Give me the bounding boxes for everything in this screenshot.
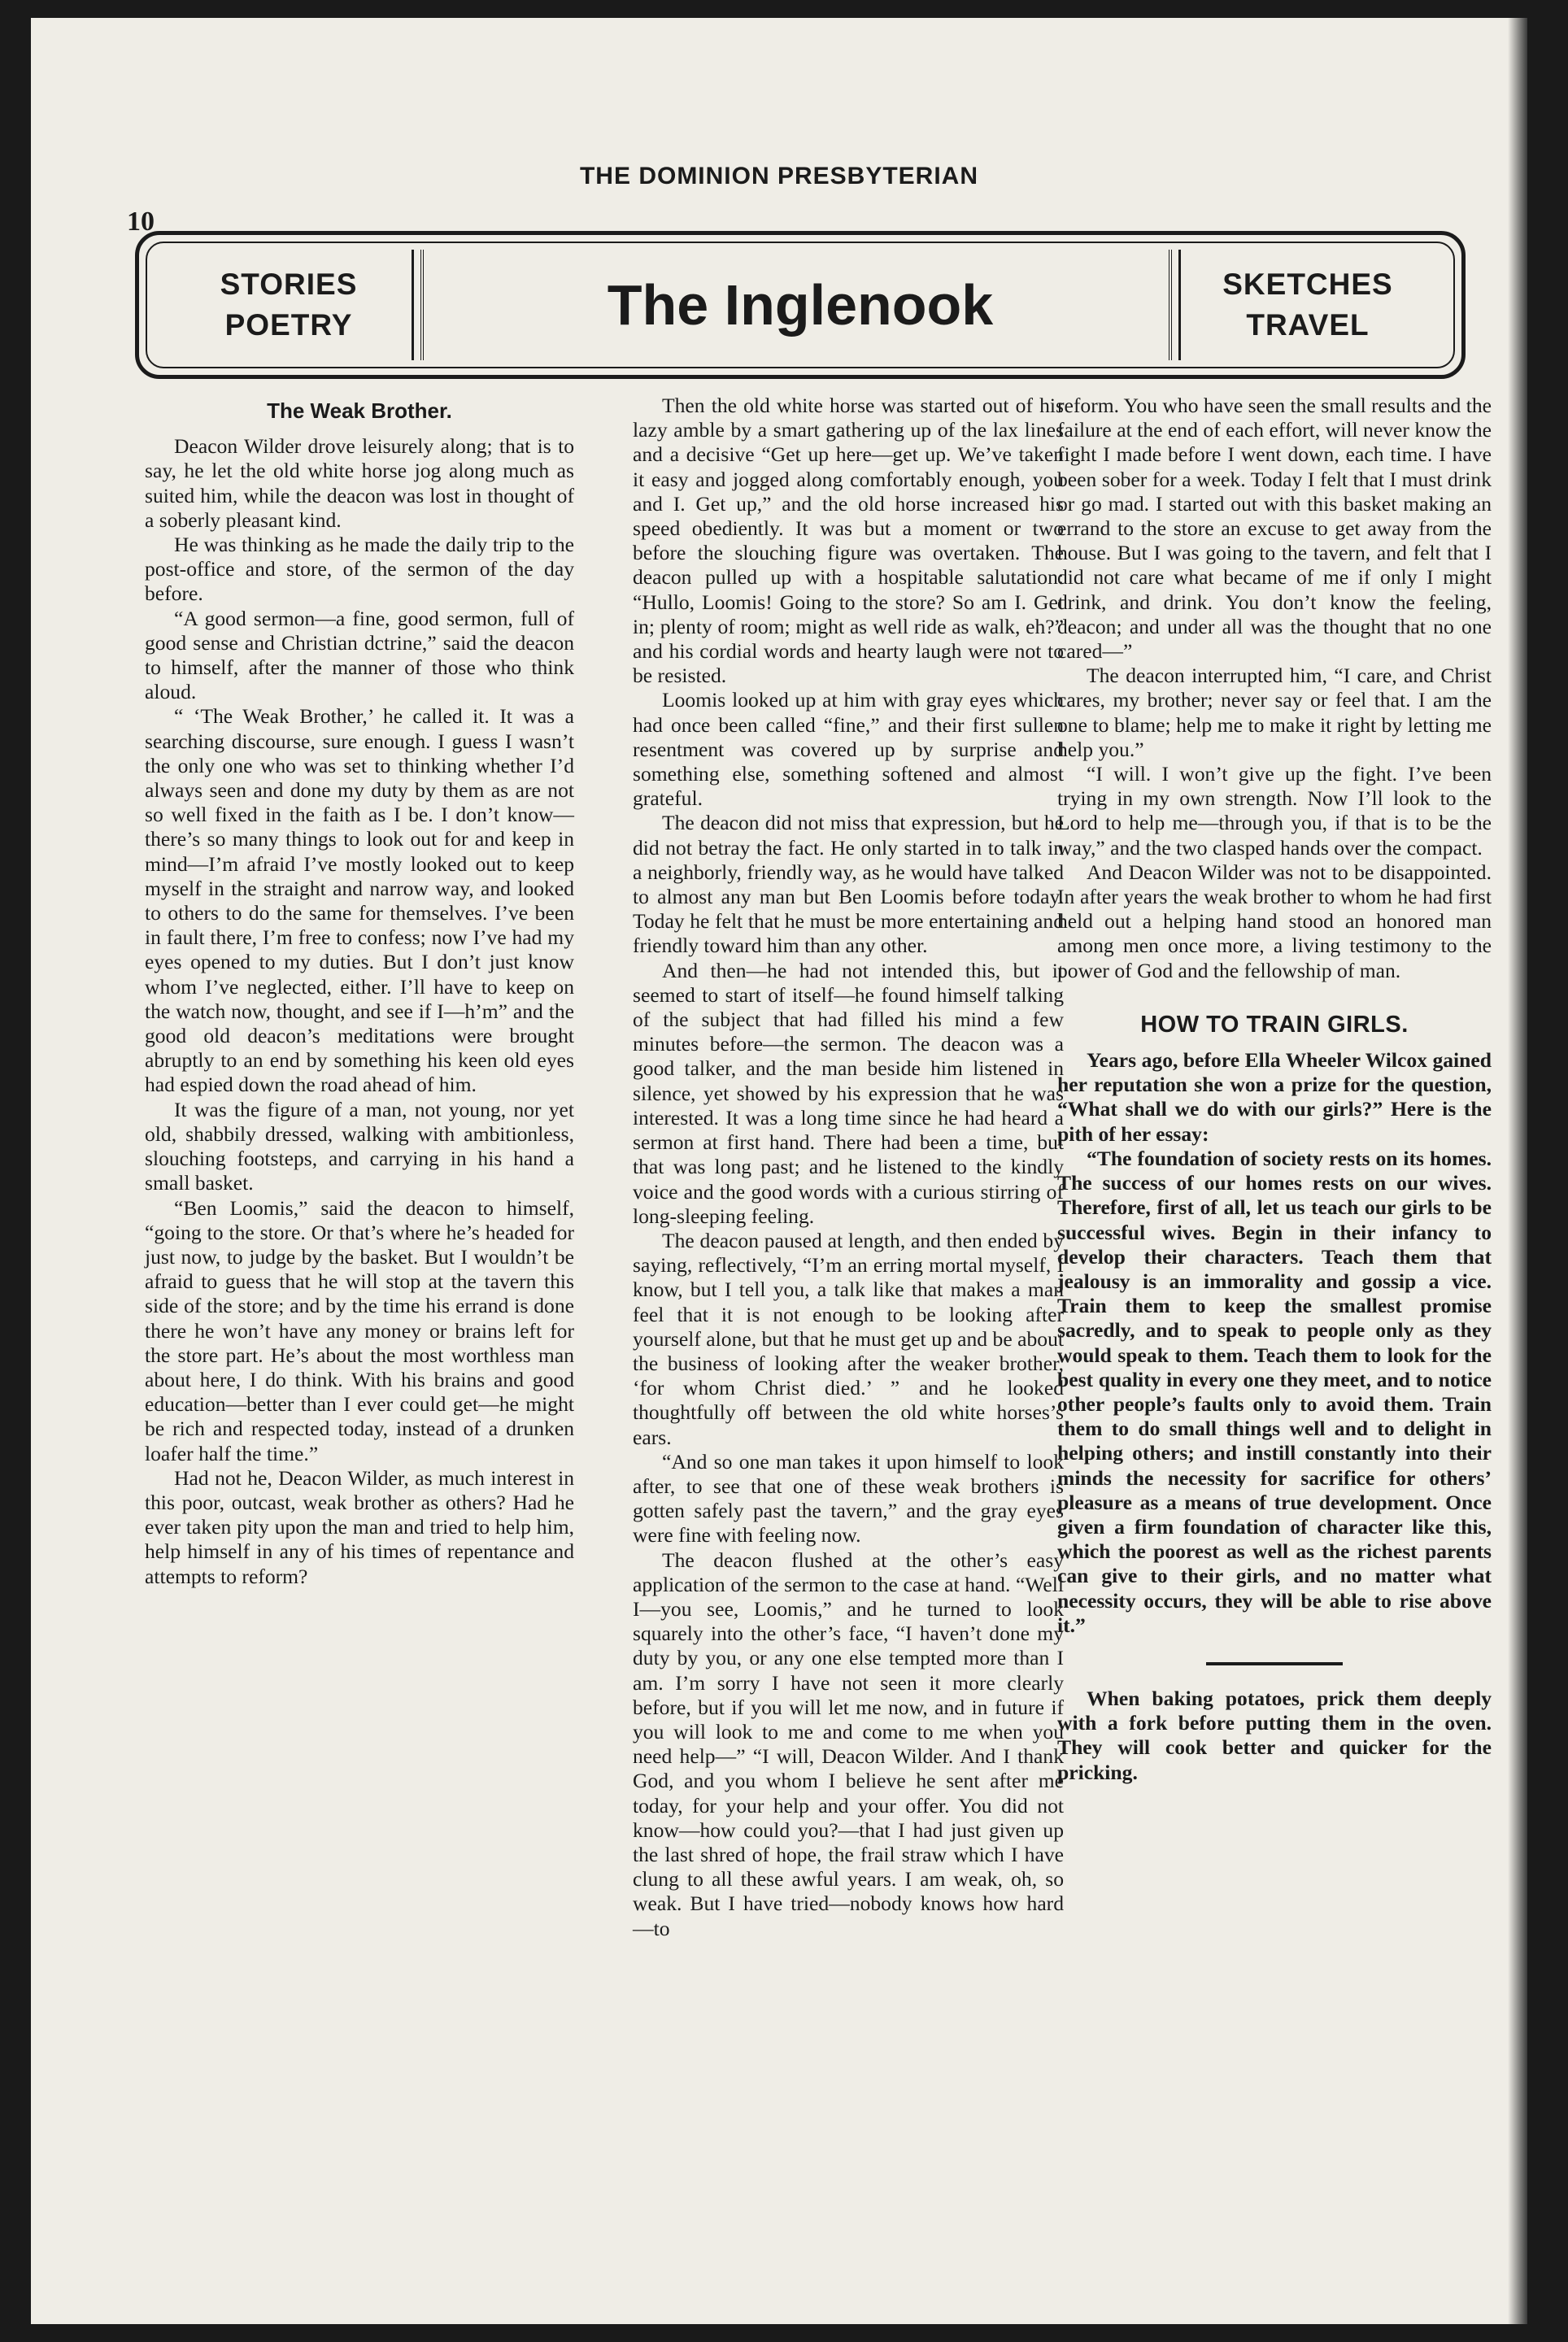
story-paragraph: Loomis looked up at him with gray eyes which had once been called “fine,” and their first sullen resentment was covered up by surprise and something else, something softened and almost grateful.	[633, 688, 1064, 811]
potato-tip: When baking potatoes, prick them deeply with a fork before putting them in the oven. They will cook better and quicker for the pricking.	[1057, 1686, 1492, 1784]
story-paragraph: “Ben Loomis,” said the deacon to himself, “going to the store. Or that’s where he’s headed for just now, to judge by the basket. But I wouldn’t be afraid to guess that he will stop at the tavern this side of the store; and by the time his errand is done there he won’t have any money or brains left for the store part. He’s about the most worthless man about here, I do think. With his brains and good education—better than I ever could get—he might be rich and respected today, instead of a drunken loafer half the time.”	[145, 1195, 574, 1465]
masthead-banner	[135, 231, 1466, 379]
story-paragraph: And then—he had not intended this, but it seemed to start of itself—he found himself talking of the subject that had filled his mind a few minutes before—the sermon. The deacon was a good talker, and the man beside him listened in silence, yet showed by his expression that he was interested. It was a long time since he had heard a sermon at first hand. There had been a time, but that was long past; and he listened to the kindly voice and the good words with a curious stirring of long-sleeping feeling.	[633, 958, 1064, 1228]
page-edge-shadow	[1508, 18, 1527, 2324]
girls-essay: “The foundation of society rests on its homes. The success of our homes rests on our wives. Therefore, first of all, let us teach our girls to be successful wives. Begin in their infancy to develop their characters. Teach them that jealousy is an immorality and gossip a vice. Train them to keep the smallest promise sacredly, and to speak to people only as they would speak to them. Teach them to look for the best quality in every one they meet, and to notice other people’s faults only to avoid them. Train them to do small things well and to delight in helping others; and instill constantly into their minds the necessity for sacrifice for others’ pleasure as a means of true development. Once given a firm foundation of character like this, which the poorest as well as the richest parents can give to their girls, and no matter what necessity occurs, they will be able to rise above it.”	[1057, 1146, 1492, 1637]
story-paragraph: And Deacon Wilder was not to be disappointed. In after years the weak brother to whom he had first held out a helping hand stood an honored man among men once more, a living testimony to the power of God and the fellowship of man.	[1057, 860, 1492, 982]
story-paragraph: It was the figure of a man, not young, nor yet old, shabbily dressed, walking with ambitionless, slouching footsteps, and carrying in his hand a small basket.	[145, 1097, 574, 1195]
newspaper-page	[31, 18, 1527, 2324]
story-paragraph: Deacon Wilder drove leisurely along; that is to say, he let the old white horse jog along much as suited him, while the deacon was lost in thought of a soberly pleasant kind.	[145, 434, 574, 532]
girls-title: HOW TO TRAIN GIRLS.	[1140, 1011, 1409, 1038]
girls-intro: Years ago, before Ella Wheeler Wilcox gained her reputation she won a prize for the question, “What shall we do with our girls?” Here is the pith of her essay:	[1057, 1048, 1492, 1146]
masthead-title: The Inglenook	[607, 273, 994, 337]
page-number: 10	[127, 207, 155, 237]
column-3	[1057, 394, 1492, 1785]
story-paragraph: The deacon interrupted him, “I care, and Christ cares, my brother; never say or feel that. I am the one to blame; help me to make it right by letting me help you.”	[1057, 664, 1492, 761]
masthead-sketches: SKETCHES	[1222, 268, 1393, 302]
masthead-poetry: POETRY	[224, 308, 353, 342]
masthead-left-box	[157, 250, 424, 360]
story-title: The Weak Brother.	[267, 398, 452, 423]
masthead-stories: STORIES	[220, 268, 358, 302]
story-paragraph: “And so one man takes it upon himself to look after, to see that one of these weak brothers is gotten safely past the tavern,” and the gray eyes were fine with feeling now.	[633, 1449, 1064, 1548]
running-head: THE DOMINION PRESBYTERIAN	[579, 163, 979, 189]
story-paragraph: The deacon paused at length, and then ended by saying, reflectively, “I’m an erring mortal myself, I know, but I tell you, a talk like that makes a man feel that it is not enough to be looking after yourself alone, but that he must get up and be about the business of looking after the weaker brother, ‘for whom Christ died.’ ” and he looked thoughtfully off between the old white horses’s ears.	[633, 1228, 1064, 1449]
story-paragraph: “I will. I won’t give up the fight. I’ve been trying in my own strength. Now I’ll look to the Lord to help me—through you, if that is to be the way,” and the two clasped hands over the compact.	[1057, 762, 1492, 860]
story-paragraph: “ ‘The Weak Brother,’ he called it. It was a searching discourse, sure enough. I guess I wasn’t the only one who was set to thinking whether I’d always seen and done my duty by them as are not so well fixed in the faith as I be. I don’t know—there’s so many things to look out for and keep in mind—I’m afraid I’ve mostly looked out to keep myself in the straight and narrow way, and looked to others to do the same for themselves. I’ve been in fault there, I’m free to confess; now I’ve had my eyes opened to my duties. But I don’t just know whom I’ve neglected, either. I’ll have to keep on the watch now, thought, and see if I—h’m” and the good old deacon’s meditations were brought abruptly to an end by something his keen old eyes had espied down the road ahead of him.	[145, 704, 574, 1097]
masthead-inner-border	[146, 242, 1455, 368]
story-paragraph: Had not he, Deacon Wilder, as much interest in this poor, outcast, weak brother as others? Had he ever taken pity upon the man and tried to help him, help himself in any of his times of repentance and attempts to reform?	[145, 1465, 574, 1588]
masthead-right-box	[1169, 250, 1444, 360]
section-divider	[1206, 1662, 1343, 1665]
story-paragraph: The deacon did not miss that expression, but he did not betray the fact. He only started in to talk in a neighborly, friendly way, as he would have talked to almost any man but Ben Loomis before today. Today he felt that he must be more entertaining and friendly toward him than any other.	[633, 811, 1064, 958]
column-2	[633, 394, 1064, 1941]
story-continuation: reform. You who have seen the small results and the failure at the end of each effort, will never know the fight I made before I went down, each time. I have been sober for a week. Today I felt that I must drink or go mad. I started out with this basket making an errand to the store an excuse to get away from the house. But I was going to the tavern, and felt that I did not care what became of me if only I might drink, and drink. You don’t know the feeling, deacon; and under all was the thought that no one cared—”	[1057, 394, 1492, 664]
story-paragraph: Then the old white horse was started out of his lazy amble by a smart gathering up of the lax lines and a decisive “Get up here—get up. We’ve taken it easy and jogged along comfortably enough, you and I. Get up,” and the old horse increased his speed obediently. It was but a moment or two before the slouching figure was overtaken. The deacon pulled up with a hospitable salutation: “Hullo, Loomis! Going to the store? So am I. Get in; plenty of room; might as well ride as walk, eh?” and his cordial words and hearty laugh were not to be resisted.	[633, 394, 1064, 688]
story-paragraph: He was thinking as he made the daily trip to the post-office and store, of the sermon of the day before.	[145, 533, 574, 606]
story-paragraph: “A good sermon—a fine, good sermon, full of good sense and Christian dctrine,” said the deacon to himself, after the manner of those who think aloud.	[145, 606, 574, 704]
masthead-travel: TRAVEL	[1246, 308, 1370, 342]
story-paragraph: The deacon flushed at the other’s easy application of the sermon to the case at hand. “Well I—you see, Loomis,” and he turned to look squarely into the other’s face, “I haven’t done my duty by you, or any one else tempted more than I am. I’m sorry I have not seen it more clearly before, but if you will let me now, and in future if you will look to me and come to me when you need help—” “I will, Deacon Wilder. And I thank God, and you whom I believe he sent after me today, for your help and your offer. You did not know—how could you?—that I had just given up the last shred of hope, the frail straw which I have clung to all these awful years. I am weak, oh, so weak. But I have tried—nobody knows how hard—to	[633, 1548, 1064, 1940]
column-1	[145, 394, 574, 1589]
girls-article	[1057, 1048, 1492, 1638]
